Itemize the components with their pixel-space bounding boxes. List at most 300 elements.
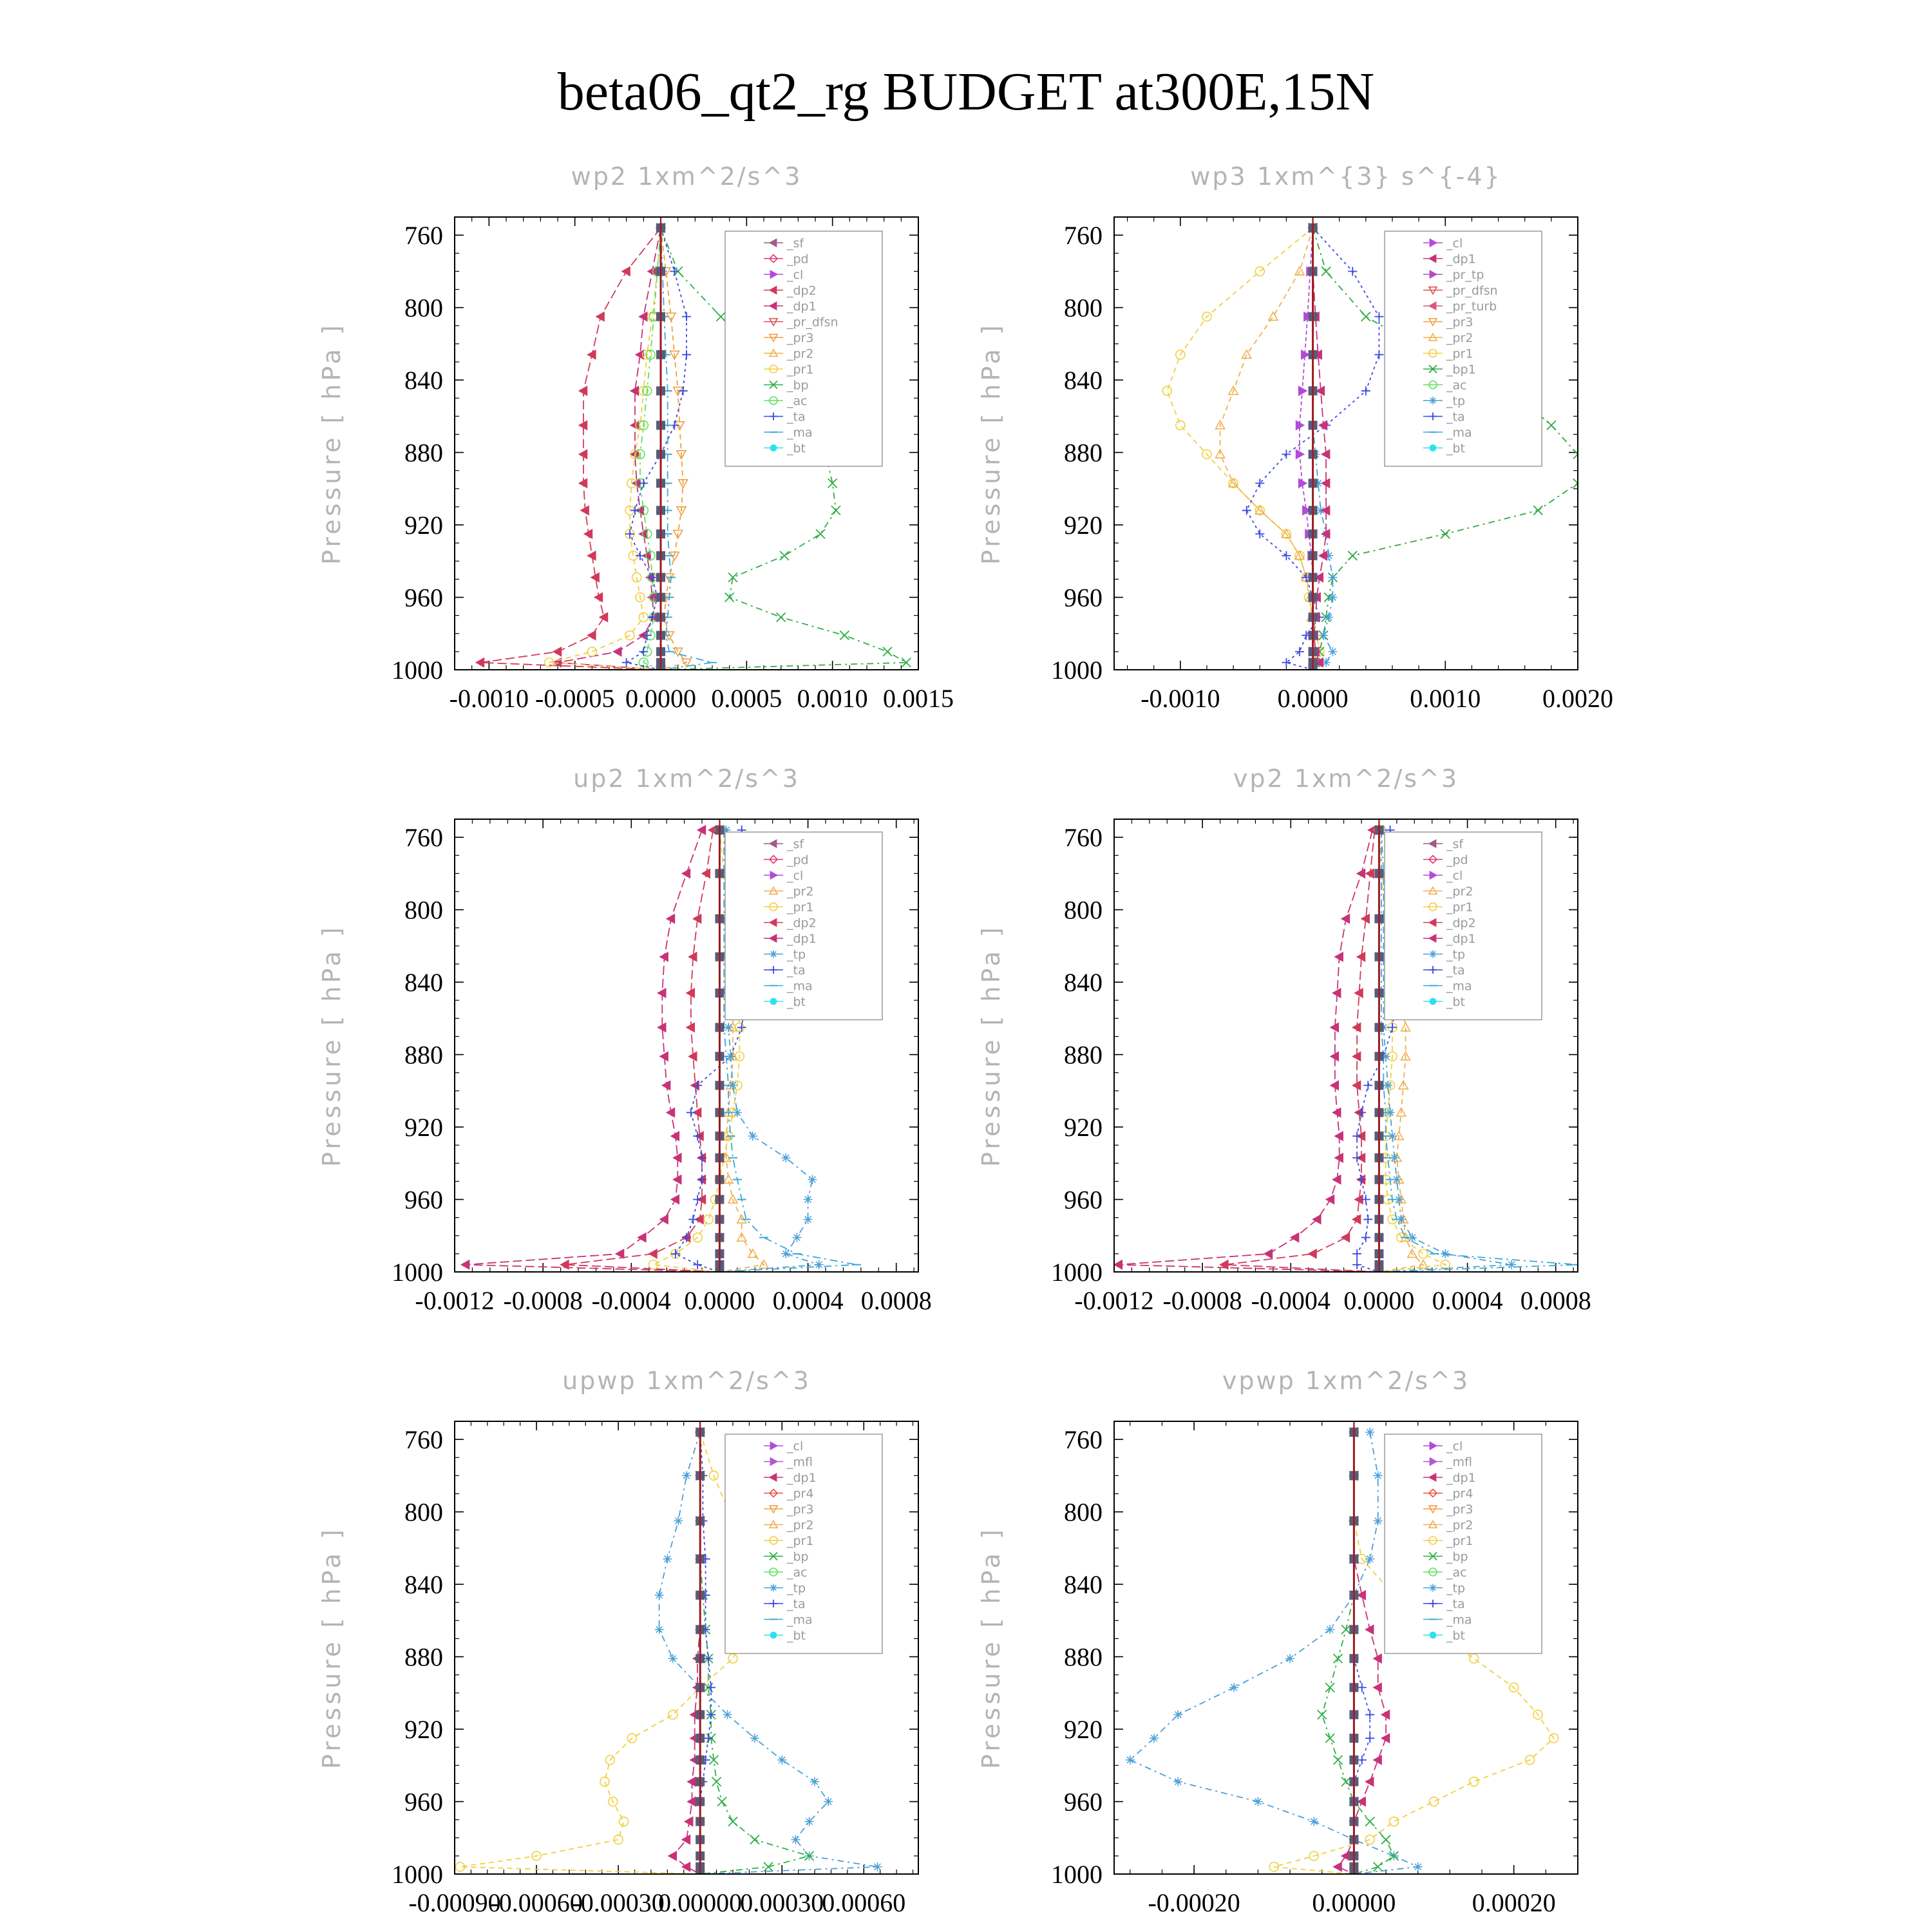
- y-tick-label: 880: [404, 1040, 443, 1070]
- data-point: [1365, 1428, 1374, 1437]
- x-tick-label: -0.0008: [503, 1286, 583, 1315]
- y-tick-label: 800: [404, 293, 443, 323]
- y-tick-label: 760: [1064, 221, 1103, 251]
- legend-label: _dp2: [1446, 916, 1476, 931]
- y-tick-label: 760: [404, 823, 443, 853]
- series-line: [460, 1432, 755, 1874]
- x-tick-label: -0.0010: [1141, 684, 1220, 713]
- legend-label: _bt: [787, 1629, 806, 1643]
- legend-label: _bt: [1446, 1629, 1466, 1643]
- data-point: [1352, 1132, 1361, 1141]
- legend-label: _pr_dfsn: [787, 315, 838, 330]
- series-pr2: [1216, 223, 1320, 674]
- data-point: [1374, 1756, 1382, 1765]
- data-point: [1295, 267, 1304, 275]
- legend-label: _ac: [1446, 378, 1467, 393]
- data-point: [824, 1797, 833, 1806]
- data-point: [622, 658, 631, 667]
- legend-marker: [1429, 1584, 1437, 1592]
- data-point: [1162, 386, 1171, 395]
- data-point: [1547, 421, 1556, 430]
- legend-label: _tp: [1446, 947, 1466, 962]
- series-line: [1354, 1432, 1370, 1874]
- y-tick-label: 960: [404, 583, 443, 612]
- legend-label: _dp1: [787, 932, 817, 946]
- data-point: [723, 1710, 732, 1719]
- panel-1: [317, 162, 954, 713]
- legend-marker: [1430, 1632, 1437, 1639]
- data-point: [1357, 1108, 1366, 1117]
- data-point: [808, 1175, 817, 1184]
- data-point: [777, 612, 786, 621]
- series-line: [640, 228, 661, 670]
- legend-marker: [770, 1632, 777, 1639]
- legend-label: _pd: [1446, 853, 1468, 867]
- data-point: [1325, 1625, 1334, 1634]
- data-point: [1269, 312, 1278, 321]
- y-tick-label: 800: [1064, 1497, 1103, 1527]
- legend: [1385, 231, 1542, 466]
- legend-label: _pr_turb: [1446, 299, 1497, 314]
- data-point: [1381, 1734, 1390, 1743]
- legend-label: _ta: [787, 1597, 806, 1611]
- data-point: [1507, 1260, 1516, 1269]
- data-point: [750, 1835, 759, 1844]
- data-point: [1374, 1862, 1383, 1871]
- data-point: [1441, 1249, 1450, 1258]
- legend-label: _dp1: [1446, 252, 1476, 267]
- data-point: [668, 1852, 677, 1861]
- y-tick-label: 960: [404, 1787, 443, 1817]
- y-tick-label: 920: [1064, 511, 1103, 540]
- series-line: [1220, 228, 1316, 670]
- y-axis-label: Pressure [ hPa ]: [977, 1526, 1005, 1769]
- data-point: [1441, 529, 1450, 538]
- data-point: [1321, 267, 1331, 276]
- y-tick-label: 960: [1064, 1185, 1103, 1215]
- legend-label: _bt: [1446, 441, 1466, 456]
- data-point: [616, 1249, 624, 1258]
- data-point: [639, 647, 648, 656]
- legend-label: _bp: [787, 1549, 809, 1564]
- data-point: [476, 658, 484, 667]
- series-dp2: [560, 826, 723, 1276]
- series-line: [558, 228, 661, 670]
- y-axis-label: Pressure [ hPa ]: [317, 322, 346, 565]
- data-point: [1361, 1233, 1370, 1242]
- legend-label: _ta: [1446, 1597, 1465, 1611]
- x-tick-label: -0.0004: [591, 1286, 671, 1315]
- data-point: [660, 1052, 668, 1061]
- data-point: [553, 647, 562, 656]
- series-line: [480, 228, 661, 670]
- data-point: [791, 1835, 800, 1844]
- data-point: [655, 1625, 664, 1634]
- legend-label: _pr1: [1446, 346, 1473, 361]
- data-point: [1365, 1777, 1374, 1786]
- data-point: [697, 826, 706, 835]
- data-point: [804, 1195, 813, 1204]
- data-point: [587, 647, 596, 656]
- series-dp1: [1114, 826, 1383, 1276]
- data-point: [1365, 1835, 1374, 1844]
- data-point: [1326, 1195, 1334, 1204]
- data-point: [1334, 1654, 1343, 1663]
- legend: [1385, 832, 1542, 1020]
- data-point: [1430, 1797, 1439, 1806]
- legend-label: _pr4: [1446, 1486, 1473, 1501]
- y-axis-label: Pressure [ hPa ]: [977, 322, 1005, 565]
- legend: [725, 231, 882, 466]
- data-point: [620, 1817, 629, 1826]
- x-tick-label: -0.00060: [490, 1888, 583, 1917]
- legend-label: _pr1: [1446, 1534, 1473, 1548]
- data-point: [1355, 989, 1363, 998]
- data-point: [663, 1555, 672, 1564]
- data-point: [1328, 593, 1337, 602]
- x-tick-label: -0.00020: [1148, 1888, 1240, 1917]
- series-line: [1167, 228, 1320, 670]
- legend-marker: [770, 1584, 777, 1592]
- legend-label: _pd: [787, 853, 809, 867]
- data-point: [1341, 1625, 1350, 1634]
- data-point: [1296, 450, 1304, 459]
- data-point: [1358, 1683, 1367, 1692]
- x-tick-label: 0.0008: [860, 1286, 932, 1315]
- legend-label: _pr_tp: [1446, 268, 1484, 282]
- panel-2: [977, 162, 1613, 713]
- y-tick-label: 960: [404, 1185, 443, 1215]
- data-point: [704, 1215, 713, 1224]
- series-line: [673, 1432, 700, 1874]
- data-point: [1331, 1081, 1339, 1090]
- legend-label: _ma: [1446, 1613, 1472, 1627]
- data-point: [613, 647, 621, 656]
- y-tick-label: 840: [1064, 968, 1103, 998]
- x-tick-label: -0.0012: [1074, 1286, 1154, 1315]
- data-point: [873, 1862, 882, 1871]
- data-point: [1324, 612, 1333, 621]
- data-point: [622, 267, 630, 276]
- data-point: [1374, 1471, 1383, 1480]
- legend-label: _dp1: [1446, 1471, 1476, 1485]
- panel-6: [977, 1367, 1578, 1917]
- y-tick-label: 840: [1064, 366, 1103, 395]
- x-tick-label: -0.0010: [449, 684, 529, 713]
- legend-label: _pr1: [787, 1534, 814, 1548]
- data-point: [831, 506, 840, 515]
- y-tick-label: 760: [404, 221, 443, 251]
- data-point: [688, 1215, 697, 1224]
- data-point: [1334, 1862, 1342, 1871]
- legend-label: _pr3: [787, 1502, 814, 1517]
- legend-label: _ma: [787, 426, 813, 440]
- y-tick-label: 840: [404, 366, 443, 395]
- data-point: [682, 350, 691, 359]
- data-point: [1255, 478, 1264, 488]
- legend-label: _pr2: [1446, 1518, 1473, 1533]
- data-point: [737, 1023, 746, 1032]
- y-tick-label: 880: [1064, 1040, 1103, 1070]
- data-point: [1470, 1777, 1479, 1786]
- legend-label: _pr2: [1446, 331, 1473, 345]
- data-point: [792, 1233, 801, 1242]
- y-tick-label: 880: [1064, 1642, 1103, 1672]
- legend-marker: [1429, 397, 1437, 404]
- y-tick-label: 1000: [392, 1860, 443, 1889]
- data-point: [1229, 1683, 1238, 1692]
- y-tick-label: 920: [1064, 1113, 1103, 1142]
- y-axis-label: Pressure [ hPa ]: [317, 1526, 346, 1769]
- series-pr1: [455, 1428, 759, 1879]
- data-point: [1334, 1756, 1343, 1765]
- data-point: [1242, 506, 1251, 515]
- data-point: [587, 551, 596, 560]
- y-tick-label: 800: [404, 1497, 443, 1527]
- data-point: [1114, 1260, 1122, 1269]
- x-tick-label: 0.0004: [1432, 1286, 1503, 1315]
- legend-label: _pr1: [1446, 900, 1473, 914]
- x-tick-label: 0.0005: [711, 684, 782, 713]
- legend-label: _pr2: [787, 346, 814, 361]
- legend-marker: [1430, 444, 1437, 451]
- y-tick-label: 760: [1064, 1425, 1103, 1455]
- data-point: [804, 1215, 813, 1224]
- series-dp2: [1220, 826, 1383, 1276]
- panel-5: [317, 1367, 918, 1917]
- x-tick-label: 0.00030: [740, 1888, 824, 1917]
- y-tick-label: 920: [1064, 1715, 1103, 1745]
- series-line: [466, 830, 719, 1272]
- data-point: [764, 1862, 773, 1871]
- data-point: [1381, 1835, 1390, 1844]
- x-tick-label: 0.0000: [625, 684, 696, 713]
- data-point: [1173, 1777, 1182, 1786]
- data-point: [1352, 1260, 1361, 1269]
- legend: [1385, 1434, 1542, 1654]
- data-point: [614, 1835, 623, 1844]
- data-point: [1348, 551, 1357, 560]
- legend-marker: [770, 998, 777, 1005]
- x-tick-label: 0.00000: [1312, 1888, 1396, 1917]
- x-tick-label: -0.0005: [535, 684, 615, 713]
- legend-label: _cl: [787, 268, 804, 282]
- data-point: [1358, 1756, 1367, 1765]
- y-tick-label: 840: [404, 968, 443, 998]
- data-point: [1352, 1215, 1361, 1224]
- legend-marker: [770, 444, 777, 451]
- data-point: [671, 1195, 679, 1204]
- data-point: [1470, 1654, 1479, 1663]
- panels: [317, 162, 1613, 1917]
- y-tick-label: 1000: [1051, 656, 1103, 685]
- x-tick-label: 0.00020: [1472, 1888, 1556, 1917]
- panel-title: upwp 1xm^2/s^3: [562, 1367, 811, 1395]
- data-point: [1176, 421, 1185, 430]
- legend-label: _ac: [787, 394, 808, 408]
- data-point: [1365, 1555, 1374, 1564]
- series-dp1: [461, 826, 723, 1276]
- panel-title: wp2 1xm^2/s^3: [571, 162, 802, 191]
- data-point: [1389, 1817, 1398, 1826]
- data-point: [733, 1108, 742, 1117]
- legend-label: _pd: [787, 252, 809, 267]
- x-tick-label: 0.0010: [797, 684, 868, 713]
- data-point: [1309, 1249, 1317, 1258]
- legend-label: _cl: [1446, 1439, 1463, 1454]
- y-tick-label: 880: [404, 438, 443, 468]
- legend-label: _sf: [1446, 837, 1464, 851]
- data-point: [1352, 1153, 1361, 1162]
- data-point: [682, 312, 691, 321]
- y-tick-label: 800: [404, 895, 443, 925]
- legend-label: _bt: [787, 995, 806, 1009]
- legend-label: _tp: [1446, 1581, 1466, 1596]
- legend-label: _dp1: [787, 299, 817, 314]
- data-point: [682, 869, 690, 878]
- data-point: [693, 1260, 702, 1269]
- legend-label: _pr2: [1446, 884, 1473, 899]
- x-tick-label: -0.0004: [1251, 1286, 1331, 1315]
- series-line: [1322, 1432, 1394, 1874]
- data-point: [1361, 312, 1370, 321]
- data-point: [1318, 1710, 1327, 1719]
- data-point: [1365, 1817, 1374, 1826]
- data-point: [1357, 869, 1365, 878]
- x-tick-label: 0.0000: [684, 1286, 755, 1315]
- legend-marker: [1429, 951, 1437, 958]
- figure-title: beta06_qt2_rg BUDGET at300E,15N: [557, 62, 1375, 122]
- legend: [725, 1434, 882, 1654]
- data-point: [1319, 551, 1327, 560]
- data-point: [815, 1260, 824, 1269]
- data-point: [1358, 1797, 1366, 1806]
- legend-label: _ac: [787, 1566, 808, 1580]
- y-tick-label: 840: [1064, 1570, 1103, 1600]
- data-point: [816, 529, 825, 538]
- panel-title: vpwp 1xm^2/s^3: [1222, 1367, 1470, 1395]
- legend-label: _pr3: [1446, 1502, 1473, 1517]
- panel-title: wp3 1xm^{3} s^{-4}: [1190, 162, 1502, 191]
- data-point: [1365, 1710, 1374, 1719]
- legend-label: _cl: [1446, 236, 1463, 251]
- data-point: [1363, 1081, 1372, 1090]
- data-point: [655, 1591, 664, 1600]
- x-tick-label: 0.0008: [1520, 1286, 1591, 1315]
- legend-label: _cl: [787, 869, 804, 883]
- y-tick-label: 1000: [392, 656, 443, 685]
- data-point: [630, 506, 639, 515]
- legend-label: _bt: [787, 441, 806, 456]
- y-tick-label: 840: [404, 1570, 443, 1600]
- data-point: [674, 1517, 683, 1526]
- y-tick-label: 960: [1064, 1787, 1103, 1817]
- data-point: [1341, 1233, 1350, 1242]
- data-point: [728, 1654, 737, 1663]
- legend-label: _ma: [1446, 979, 1472, 994]
- legend-label: _bp: [787, 378, 809, 393]
- y-tick-label: 760: [1064, 823, 1103, 853]
- y-tick-label: 760: [404, 1425, 443, 1455]
- legend-label: _ac: [1446, 1566, 1467, 1580]
- data-point: [693, 1195, 702, 1204]
- data-point: [682, 1471, 691, 1480]
- legend-label: _ma: [787, 1613, 813, 1627]
- legend-label: _pr1: [787, 363, 814, 377]
- y-tick-label: 800: [1064, 293, 1103, 323]
- data-point: [668, 1710, 677, 1719]
- data-point: [600, 612, 608, 621]
- y-axis-label: Pressure [ hPa ]: [977, 924, 1005, 1167]
- legend-label: _bp: [1446, 1549, 1468, 1564]
- legend-label: _sf: [787, 837, 804, 851]
- legend-label: _cl: [1446, 869, 1463, 883]
- legend-label: _ta: [1446, 963, 1465, 978]
- legend-label: _sf: [787, 236, 804, 251]
- series-dp2: [476, 223, 665, 674]
- series-dp1: [1309, 223, 1330, 674]
- data-point: [643, 631, 652, 640]
- series-line: [549, 228, 661, 670]
- legend-label: _ma: [1446, 426, 1472, 440]
- data-point: [1282, 658, 1291, 667]
- data-point: [717, 1797, 726, 1806]
- data-point: [716, 312, 725, 321]
- data-point: [780, 551, 789, 560]
- y-tick-label: 920: [404, 1113, 443, 1142]
- data-point: [777, 1756, 786, 1765]
- data-point: [600, 1777, 609, 1786]
- series-tp: [1126, 1428, 1423, 1879]
- data-point: [670, 267, 679, 276]
- data-point: [587, 631, 596, 640]
- data-point: [712, 1777, 721, 1786]
- data-point: [1285, 1654, 1294, 1663]
- data-point: [1282, 450, 1291, 459]
- legend-label: _ta: [1446, 410, 1465, 424]
- y-axis-label: Pressure [ hPa ]: [317, 924, 346, 1167]
- data-point: [1374, 312, 1383, 321]
- data-point: [1173, 1710, 1182, 1719]
- data-point: [810, 1777, 819, 1786]
- y-tick-label: 800: [1064, 895, 1103, 925]
- data-point: [461, 1260, 469, 1269]
- legend-label: _mfl: [1446, 1455, 1472, 1470]
- legend-label: _pr3: [1446, 315, 1473, 330]
- data-point: [1264, 1249, 1273, 1258]
- legend-label: _ma: [787, 979, 813, 994]
- data-point: [748, 1132, 757, 1141]
- legend-label: _tp: [787, 1581, 806, 1596]
- legend-label: _bt: [1446, 995, 1466, 1009]
- data-point: [1325, 1683, 1334, 1692]
- data-point: [1414, 1862, 1423, 1871]
- data-point: [1291, 1233, 1299, 1242]
- y-tick-label: 1000: [1051, 1258, 1103, 1287]
- legend-label: _dp1: [1446, 932, 1476, 946]
- data-point: [1242, 350, 1251, 359]
- data-point: [828, 478, 837, 488]
- data-point: [1331, 1023, 1339, 1032]
- data-point: [781, 1249, 790, 1258]
- x-tick-label: 0.0000: [1343, 1286, 1415, 1315]
- data-point: [668, 1654, 677, 1663]
- legend-marker: [1430, 998, 1437, 1005]
- data-point: [1341, 1777, 1350, 1786]
- series-line: [661, 228, 687, 670]
- series-ma: [656, 228, 717, 670]
- legend-label: _ta: [787, 410, 806, 424]
